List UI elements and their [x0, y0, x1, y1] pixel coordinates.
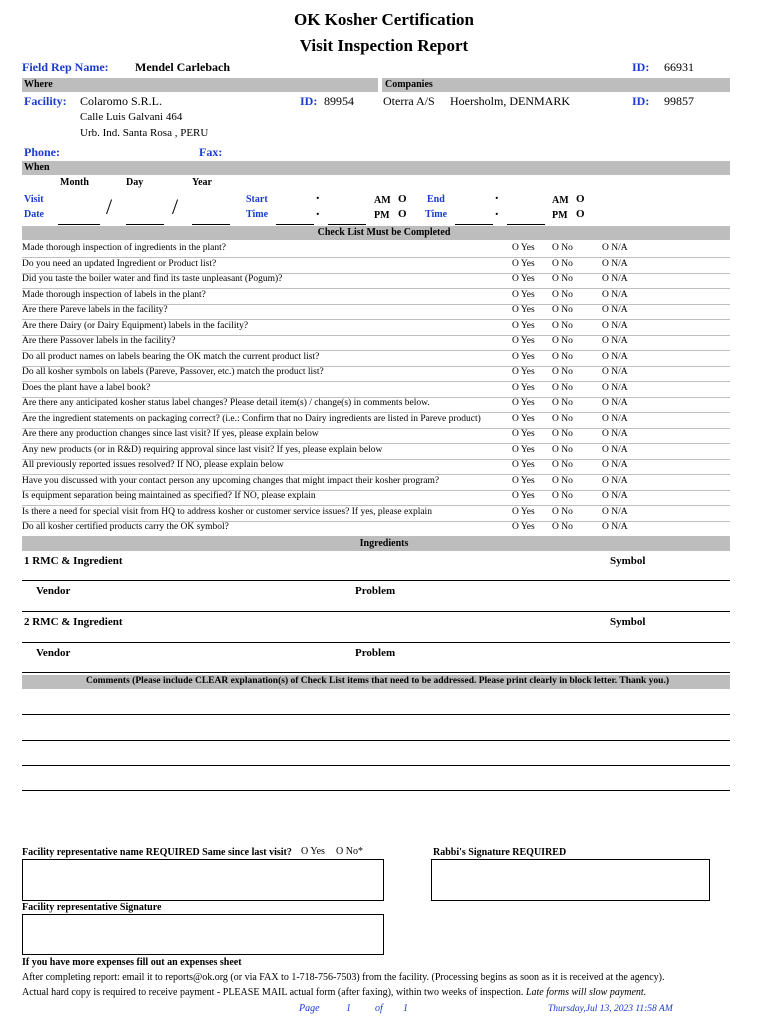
checklist-row: [22, 490, 730, 506]
checklist-row: [22, 475, 730, 491]
checklist-row: [22, 289, 730, 305]
checklist-question: Is there a need for special visit from HQ to address kosher or customer service issues? If yes, please explain: [22, 506, 432, 517]
checklist-row: [22, 366, 730, 382]
rabbi-signature-label: Rabbi's Signature REQUIRED: [433, 847, 567, 858]
na-radio[interactable]: O N/A: [602, 243, 628, 253]
start-am-label: AM: [374, 195, 391, 206]
checklist-question: Are there Passover labels in the facility?: [22, 336, 176, 346]
no-radio[interactable]: O No: [552, 429, 573, 439]
na-radio[interactable]: O N/A: [602, 398, 628, 408]
checklist-question: Do all product names on labels bearing the OK match the current product list?: [22, 351, 320, 362]
date-label: Date: [24, 209, 44, 220]
checklist-row: [22, 258, 730, 274]
facility-id-value: 89954: [324, 94, 354, 108]
checklist-question: Does the plant have a label book?: [22, 382, 151, 393]
rep-id-value: 66931: [664, 60, 694, 74]
facility-rep-signature-label: Facility representative Signature: [22, 902, 162, 913]
facility-address-2: Urb. Ind. Santa Rosa , PERU: [80, 127, 209, 139]
comment-line-2[interactable]: [22, 740, 730, 741]
na-radio[interactable]: O N/A: [602, 475, 628, 486]
end-label: End: [427, 194, 445, 205]
yes-radio[interactable]: O Yes: [512, 367, 535, 377]
vendor-1-label: Vendor: [36, 585, 71, 597]
end-pm-label: PM: [552, 210, 568, 221]
day-field[interactable]: [126, 224, 164, 225]
no-radio[interactable]: O No: [552, 413, 573, 424]
checklist-row: [22, 428, 730, 444]
checklist-question: Do all kosher symbols on labels (Pareve, Passover, etc.) match the product list?: [22, 367, 324, 377]
start-pm-radio[interactable]: O: [398, 208, 407, 220]
month-field[interactable]: [58, 224, 100, 225]
companies-label: Companies: [385, 79, 433, 90]
checklist-question: Are there Dairy (or Dairy Equipment) labels in the facility?: [22, 320, 249, 331]
na-radio[interactable]: O N/A: [602, 274, 628, 284]
footer-line-1: After completing report: email it to reports@ok.org (or via FAX to 1-718-756-7503) from the facility. (Processing begins as soon as it is received at the agency).: [22, 972, 665, 983]
checklist-row: [22, 320, 730, 336]
na-radio[interactable]: O N/A: [602, 305, 628, 315]
start-am-radio[interactable]: O: [398, 193, 407, 205]
na-radio[interactable]: O N/A: [602, 444, 628, 455]
same-yes-radio[interactable]: O Yes: [301, 846, 325, 857]
na-radio[interactable]: O N/A: [602, 491, 628, 501]
na-radio[interactable]: O N/A: [602, 460, 628, 470]
yes-radio[interactable]: O Yes: [512, 274, 535, 284]
checklist-row: [22, 397, 730, 413]
comment-line-1[interactable]: [22, 714, 730, 715]
problem-1-label: Problem: [355, 585, 396, 597]
checklist-row: [22, 521, 730, 537]
na-radio[interactable]: O N/A: [602, 336, 628, 346]
no-radio[interactable]: O No: [552, 491, 573, 501]
facility-rep-name-label: Facility representative name REQUIRED Same since last visit?: [22, 847, 292, 858]
checklist-question: Any new products (or in R&D) requiring approval since last visit? If yes, please explain below: [22, 444, 383, 455]
phone-label: Phone:: [24, 145, 60, 159]
na-radio[interactable]: O N/A: [602, 351, 628, 362]
yes-radio[interactable]: O Yes: [512, 460, 535, 470]
na-radio[interactable]: O N/A: [602, 289, 628, 300]
facility-rep-name-box[interactable]: [22, 859, 384, 901]
no-radio[interactable]: O No: [552, 258, 573, 269]
checklist-question: Made thorough inspection of ingredients in the plant?: [22, 243, 226, 253]
no-radio[interactable]: O No: [552, 398, 573, 408]
no-radio[interactable]: O No: [552, 460, 573, 470]
year-field[interactable]: [192, 224, 230, 225]
no-radio[interactable]: O No: [552, 243, 573, 253]
company-id-value: 99857: [664, 94, 694, 108]
visit-label: Visit: [24, 194, 44, 205]
timestamp: Thursday,Jul 13, 2023 11:58 AM: [548, 1004, 673, 1014]
start-time-dot-2: .: [316, 204, 320, 219]
no-radio[interactable]: O No: [552, 351, 573, 362]
vendor-1-field[interactable]: [22, 611, 730, 612]
start-label: Start: [246, 194, 268, 205]
start-hour-field[interactable]: [276, 224, 314, 225]
page-of-label: of: [375, 1003, 383, 1014]
companies-bar: [382, 78, 730, 92]
symbol-2-label: Symbol: [610, 616, 646, 628]
when-bar: [22, 161, 730, 175]
no-radio[interactable]: O No: [552, 444, 573, 455]
no-radio[interactable]: O No: [552, 274, 573, 284]
no-radio[interactable]: O No: [552, 522, 573, 532]
no-radio[interactable]: O No: [552, 320, 573, 331]
checklist-row: [22, 382, 730, 398]
footer-line-2-italic: Late forms will slow payment.: [525, 987, 647, 998]
end-time-dot-1: .: [495, 188, 499, 203]
checklist-row: [22, 413, 730, 429]
checklist-question: Are there Pareve labels in the facility?: [22, 305, 168, 315]
no-radio[interactable]: O No: [552, 289, 573, 300]
no-radio[interactable]: O No: [552, 336, 573, 346]
end-time-dot-2: .: [495, 204, 499, 219]
yes-radio[interactable]: O Yes: [512, 351, 535, 362]
checklist-row: [22, 444, 730, 460]
no-radio[interactable]: O No: [552, 305, 573, 315]
na-radio[interactable]: O N/A: [602, 382, 628, 393]
checklist-question: Did you taste the boiler water and find its taste unpleasant (Pogum)?: [22, 274, 283, 284]
fax-label: Fax:: [199, 145, 223, 159]
yes-radio[interactable]: O Yes: [512, 429, 535, 439]
na-radio[interactable]: O N/A: [602, 429, 628, 439]
facility-id-label: ID:: [300, 94, 318, 108]
checklist-question: Do all kosher certified products carry the OK symbol?: [22, 522, 229, 532]
start-minute-field[interactable]: [328, 224, 366, 225]
checklist-label: Check List Must be Completed: [317, 227, 451, 238]
yes-radio[interactable]: O Yes: [512, 491, 535, 501]
rmc-2-field[interactable]: [22, 642, 730, 643]
end-minute-field[interactable]: [507, 224, 545, 225]
vendor-2-label: Vendor: [36, 647, 71, 659]
checklist-question: Are there any production changes since last visit? If yes, please explain below: [22, 429, 319, 439]
checklist-question: Are the ingredient statements on packaging correct? (i.e.: Confirm that no Dairy ingredients are listed in Pareve product): [22, 413, 481, 424]
checklist-row: [22, 273, 730, 289]
company-name: Oterra A/S: [383, 94, 435, 108]
yes-radio[interactable]: O Yes: [512, 398, 535, 408]
comments-label: Comments (Please include CLEAR explanation(s) of Check List items that need to be addressed. Please print clearly in block letter. Thank you.): [85, 676, 669, 686]
rep-id-label: ID:: [632, 60, 650, 74]
no-radio[interactable]: O No: [552, 506, 573, 517]
month-label: Month: [60, 177, 89, 188]
page-number: 1: [346, 1003, 351, 1014]
no-radio[interactable]: O No: [552, 382, 573, 393]
comment-line-3[interactable]: [22, 765, 730, 766]
problem-2-label: Problem: [355, 647, 396, 659]
na-radio[interactable]: O N/A: [602, 320, 628, 331]
field-rep-label: Field Rep Name:: [22, 60, 109, 74]
facility-rep-signature-box[interactable]: [22, 914, 384, 955]
page-subtitle: Visit Inspection Report: [299, 36, 469, 55]
checklist-question: Do you need an updated Ingredient or Product list?: [22, 258, 217, 269]
end-am-radio[interactable]: O: [576, 193, 585, 205]
yes-radio[interactable]: O Yes: [512, 336, 535, 346]
page-label: Page: [299, 1003, 320, 1014]
yes-radio[interactable]: O Yes: [512, 444, 535, 455]
end-hour-field[interactable]: [455, 224, 493, 225]
yes-radio[interactable]: O Yes: [512, 522, 535, 532]
date-slash-1: /: [106, 194, 113, 219]
end-pm-radio[interactable]: O: [576, 208, 585, 220]
day-label: Day: [126, 177, 144, 188]
yes-radio[interactable]: O Yes: [512, 243, 535, 253]
checklist-row: [22, 506, 730, 522]
company-id-label: ID:: [632, 94, 650, 108]
checklist-row: [22, 351, 730, 367]
yes-radio[interactable]: O Yes: [512, 258, 535, 269]
na-radio[interactable]: O N/A: [602, 258, 628, 269]
checklist-question: Made thorough inspection of labels in the plant?: [22, 289, 206, 300]
end-am-label: AM: [552, 195, 569, 206]
no-radio[interactable]: O No: [552, 367, 573, 377]
vendor-2-field[interactable]: [22, 672, 730, 673]
field-rep-name: Mendel Carlebach: [135, 60, 230, 74]
facility-label: Facility:: [24, 94, 67, 108]
start-time-dot-1: .: [316, 188, 320, 203]
checklist-row: [22, 459, 730, 475]
na-radio[interactable]: O N/A: [602, 522, 628, 532]
end-time-label: Time: [425, 209, 448, 220]
symbol-1-label: Symbol: [610, 555, 646, 567]
yes-radio[interactable]: O Yes: [512, 305, 535, 315]
checklist-row: [22, 335, 730, 351]
where-bar: [22, 78, 378, 92]
facility-name: Colaromo S.R.L.: [80, 94, 163, 108]
footer-line-2-text: Actual hard copy is required to receive payment - PLEASE MAIL actual form (after faxing), within two weeks of inspection.: [22, 987, 524, 998]
na-radio[interactable]: O N/A: [602, 413, 628, 424]
expenses-note: If you have more expenses fill out an expenses sheet: [22, 957, 242, 968]
yes-radio[interactable]: O Yes: [512, 289, 535, 300]
where-label: Where: [24, 79, 53, 90]
checklist-row: [22, 242, 730, 258]
rabbi-signature-box[interactable]: [431, 859, 710, 901]
yes-radio[interactable]: O Yes: [512, 382, 535, 393]
checklist-question: Have you discussed with your contact person any upcoming changes that might impact their kosher program?: [22, 475, 440, 486]
year-label: Year: [192, 177, 212, 188]
facility-address-1: Calle Luis Galvani 464: [80, 111, 183, 123]
checklist-question: All previously reported issues resolved? If NO, please explain below: [22, 460, 284, 470]
when-label: When: [24, 162, 50, 173]
yes-radio[interactable]: O Yes: [512, 320, 535, 331]
start-time-label: Time: [246, 209, 269, 220]
na-radio[interactable]: O N/A: [602, 367, 628, 377]
page-title: OK Kosher Certification: [293, 10, 475, 29]
company-location: Hoersholm, DENMARK: [450, 94, 570, 108]
no-radio[interactable]: O No: [552, 475, 573, 486]
checklist-row: [22, 304, 730, 320]
page-total: 1: [403, 1003, 408, 1014]
rmc-1-field[interactable]: [22, 580, 730, 581]
na-radio[interactable]: O N/A: [602, 506, 628, 517]
checklist-question: Are there any anticipated kosher status label changes? Please detail item(s) / change(s) in comments below.: [22, 398, 430, 408]
date-slash-2: /: [172, 194, 179, 219]
ingredients-label: Ingredients: [359, 538, 409, 549]
comment-line-4[interactable]: [22, 790, 730, 791]
rmc-2-label: 2 RMC & Ingredient: [24, 616, 123, 628]
yes-radio[interactable]: O Yes: [512, 506, 535, 517]
yes-radio[interactable]: O Yes: [512, 413, 535, 424]
checklist-question: Is equipment separation being maintained as specified? If NO, please explain: [22, 491, 316, 501]
start-pm-label: PM: [374, 210, 390, 221]
yes-radio[interactable]: O Yes: [512, 475, 535, 486]
same-no-radio[interactable]: O No*: [336, 846, 363, 857]
footer-line-2: [22, 987, 646, 998]
rmc-1-label: 1 RMC & Ingredient: [24, 555, 123, 567]
